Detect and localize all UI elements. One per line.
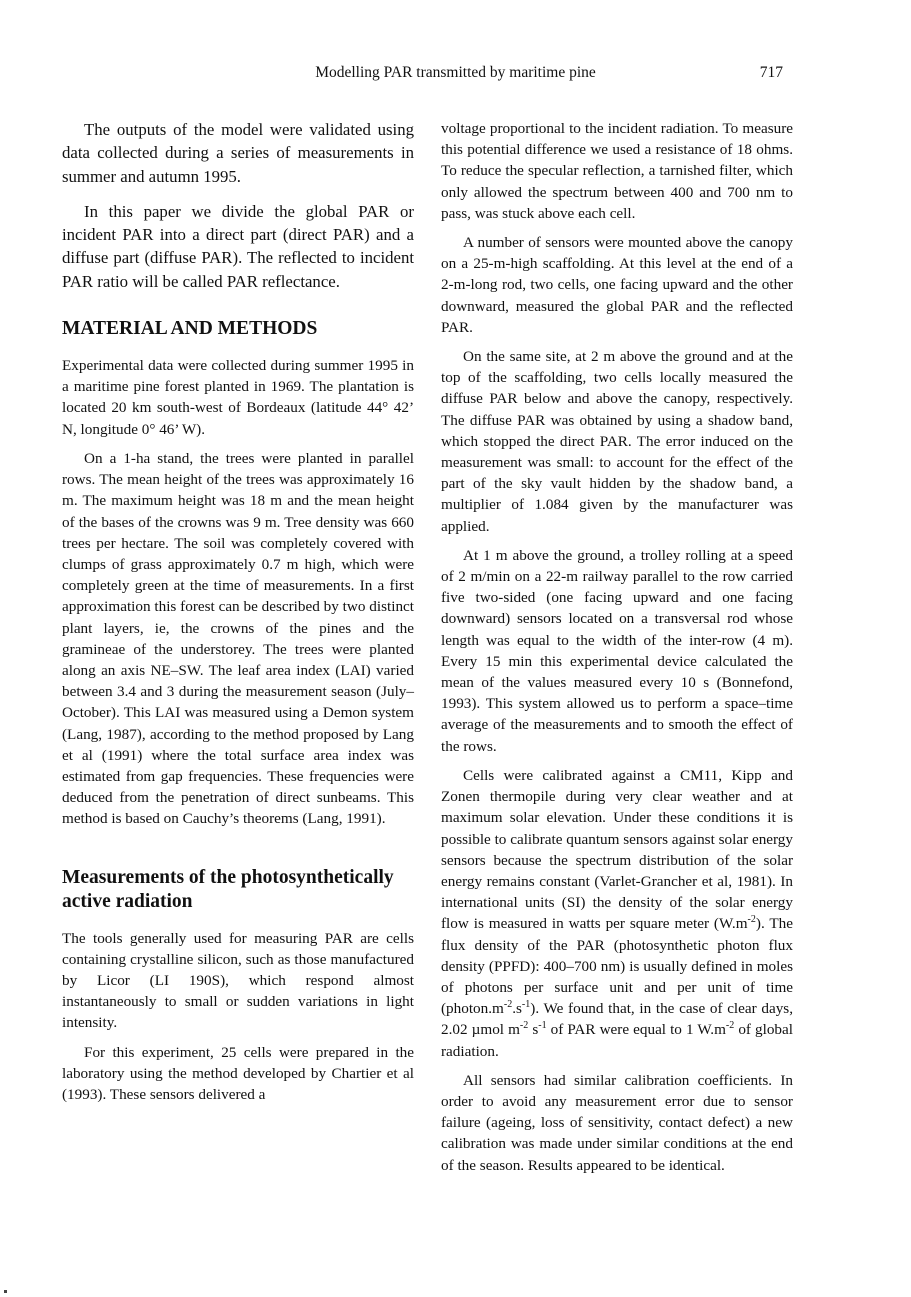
text-run: of global radiation.: [441, 1021, 793, 1060]
calibration-paragraph: [441, 765, 793, 1062]
right-column: [441, 118, 793, 1184]
running-head: [0, 64, 911, 86]
page-number: 717: [759, 64, 783, 81]
text-run: .s: [512, 1000, 522, 1018]
body-paragraph: Experimental data were collected during summer 1995 in a maritime pine forest planted in 1969. The plantation is located 20 km south-west of Bordeaux (latitude 44° 42’ N, longitude 0° 46’ W).: [62, 357, 414, 438]
text-run: ). The flux density of the PAR (photosynthetic photon flux density (PPFD): 400–700 nm) is usually defined in moles of photons per surface unit and per unit of time (photon.m: [441, 915, 793, 1018]
superscript: -2: [725, 1020, 735, 1032]
introduction-block: [62, 118, 414, 293]
body-paragraph: On the same site, at 2 m above the ground and at the top of the scaffolding, two cells locally measured the diffuse PAR below and above the canopy, respectively. The diffuse PAR was obtained by using a shadow band, which stopped the direct PAR. The error induced on the measurement was small: to account for the effect of the part of the sky vault hidden by the shadow band, a multiplier of 1.084 given by the manufacturer was applied.: [441, 348, 793, 535]
superscript: -1: [521, 999, 531, 1011]
superscript: -2: [747, 914, 756, 926]
text-run: ). We found that, in the case of clear days, 2.02 µmol m: [441, 1000, 793, 1039]
body-paragraph: All sensors had similar calibration coefficients. In order to avoid any measurement error due to sensor failure (ageing, loss of sensitivity, contact defect) a new calibration was made under similar conditions at the end of the season. Results appeared to be identical.: [441, 1071, 793, 1174]
body-paragraph: At 1 m above the ground, a trolley rolling at a speed of 2 m/min on a 22-m railway parallel to the row carried five two-sided (one facing upward and one facing downward) sensors located on a transversal rod whose length was equal to the width of the inter-row (4 m). Every 15 min this experimental device calculated the mean of the values measured every 10 s (Bonnefond, 1993). This system allowed us to perform a space–time average of the measurements and to smooth the effect of the rows.: [441, 546, 793, 755]
scan-speck: [4, 1290, 7, 1293]
text-run: s: [528, 1021, 539, 1039]
superscript: -2: [503, 999, 513, 1011]
text-run: of PAR were equal to 1 W.m: [546, 1021, 726, 1039]
section-heading-methods: MATERIAL AND METHODS: [62, 318, 318, 340]
superscript: -1: [538, 1020, 547, 1032]
text-run: Cells were calibrated against a CM11, Kipp and Zonen thermopile during very clear weather and at maximum solar elevation. Under these conditions it is possible to calibrate quantum sensors against solar energy sensors because the spectrum distribution of the solar energy remains constant (Varlet-Grancher et al, 1981). In international units (SI) the density of the solar energy flow is measured in watts per square meter (W.m: [441, 766, 793, 933]
left-column: [62, 118, 414, 1113]
body-paragraph: The tools generally used for measuring PAR are cells containing crystalline silicon, such as those manufactured by Licor (LI 190S), which respond almost instantaneously to small or sudden variations in light intensity.: [62, 929, 414, 1032]
body-paragraph: A number of sensors were mounted above the canopy on a 25-m-high scaffolding. At this level at the end of a 2-m-long rod, two cells, one facing upward and the other downward, measured the global PAR and the reflected PAR.: [441, 234, 793, 336]
intro-paragraph: In this paper we divide the global PAR or incident PAR into a direct part (direct PAR) and a diffuse part (diffuse PAR). The reflected to incident PAR ratio will be called PAR reflectance.: [62, 201, 414, 291]
body-paragraph: For this experiment, 25 cells were prepared in the laboratory using the method developed by Chartier et al (1993). These sensors delivered a: [62, 1043, 414, 1103]
section-heading-measurements: Measurements of the photosynthetically active radiation: [62, 866, 394, 912]
body-paragraph: voltage proportional to the incident radiation. To measure this potential difference we used a resistance of 18 ohms. To reduce the specular reflection, a tarnished filter, which only allowed the spectrum between 400 and 700 nm to pass, was stuck above each cell.: [441, 120, 793, 222]
body-paragraph: On a 1-ha stand, the trees were planted in parallel rows. The mean height of the trees was approximately 16 m. The maximum height was 18 m and the mean height of the bases of the crowns was 9 m. Tree density was 660 trees per hectare. The soil was completely covered with clumps of grass approximately 0.7 m high, which were completely green at the time of measurements. In a first approximation this forest can be described by two distinct plant layers, ie, the crowns of the pines and the gramineae of the understorey. The trees were planted along an axis NE–SW. The leaf area index (LAI) varied between 3.4 and 3 during the measurement season (July–October). This LAI was measured using a Demon system (Lang, 1987), according to the method proposed by Lang et al (1991) where the total surface area index was estimated from gap frequencies. These frequencies were deduced from the penetration of direct sunbeams. This method is based on Cauchy’s theorems (Lang, 1991).: [62, 449, 414, 828]
superscript: -2: [519, 1020, 529, 1032]
running-title: Modelling PAR transmitted by maritime pine: [315, 64, 596, 81]
intro-paragraph: The outputs of the model were validated using data collected during a series of measurements in summer and autumn 1995.: [62, 120, 414, 186]
